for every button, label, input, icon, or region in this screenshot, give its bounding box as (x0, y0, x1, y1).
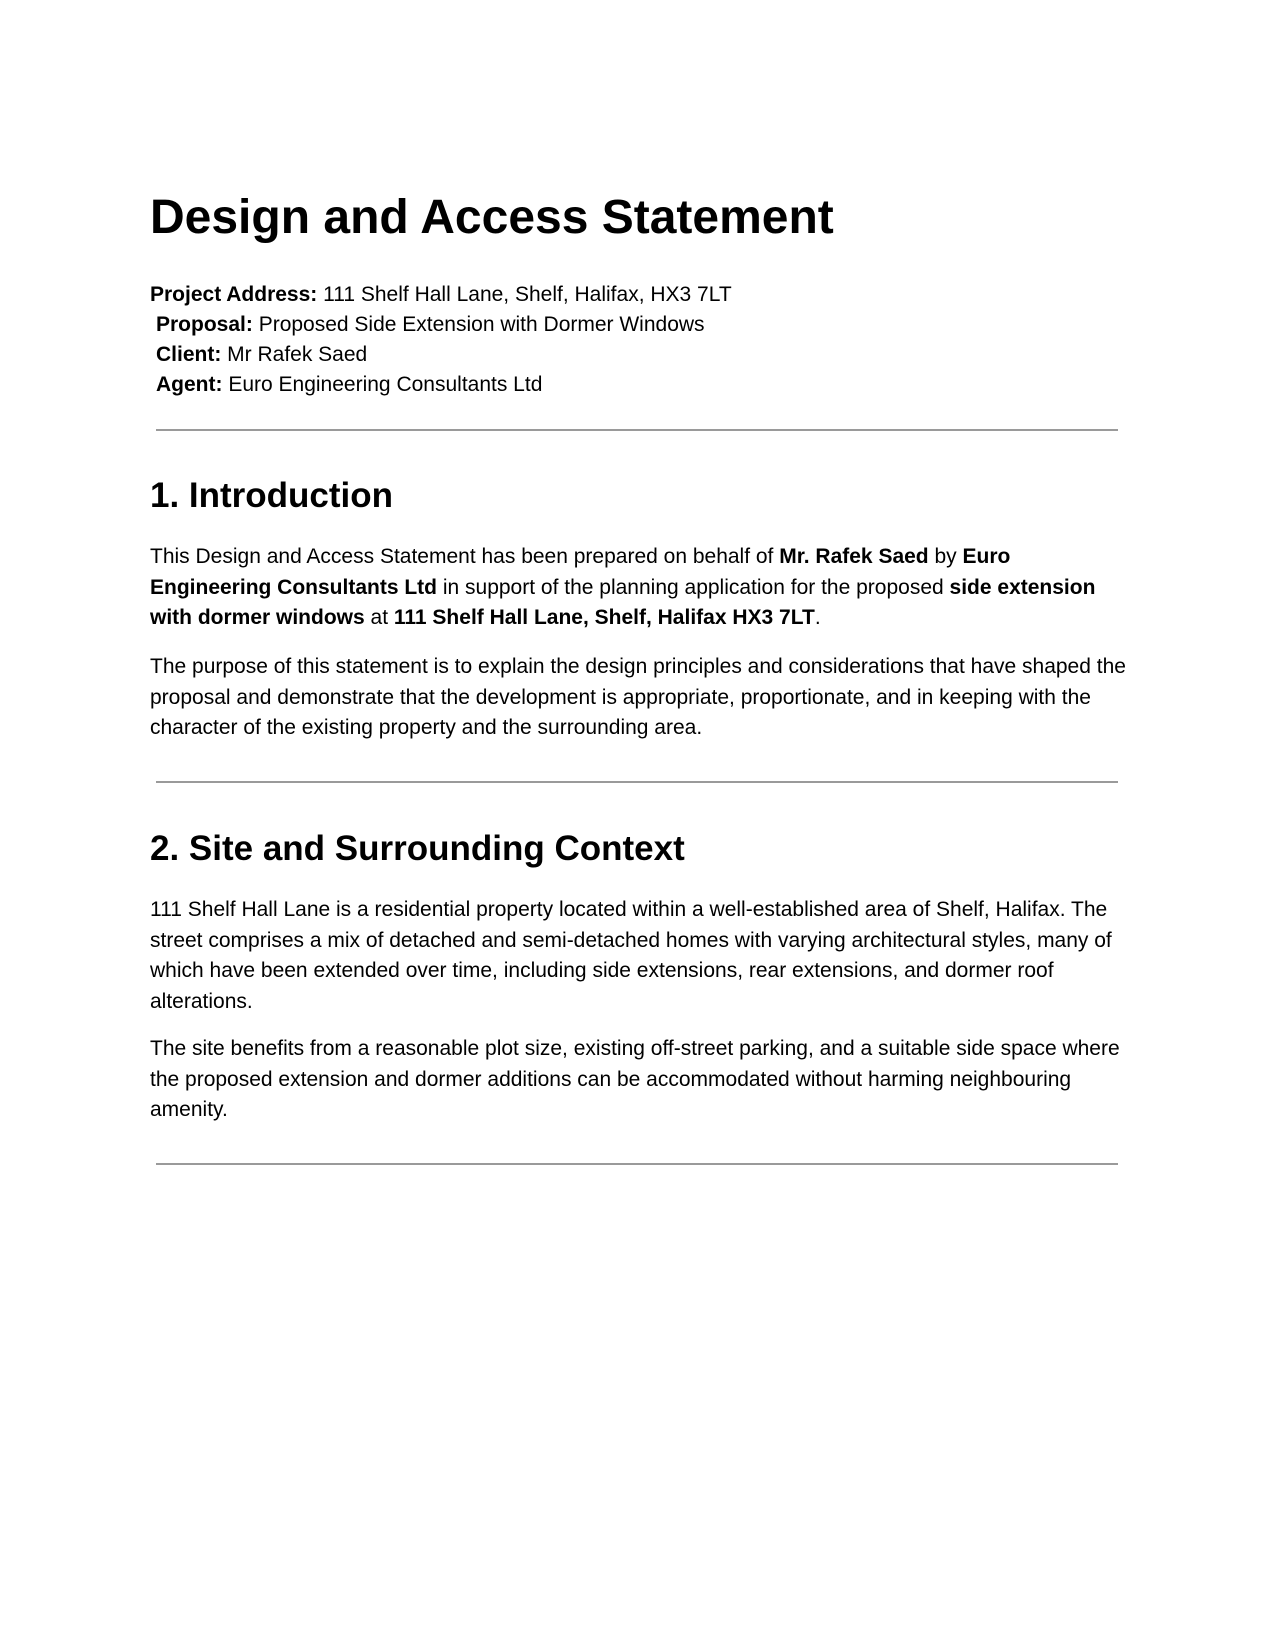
proposal-line (150, 310, 1130, 340)
agent-line (150, 370, 1130, 400)
project-address-value: 111 Shelf Hall Lane, Shelf, Halifax, HX3 7LT (317, 283, 732, 306)
client-label: Client: (156, 343, 222, 366)
introduction-paragraph-2: The purpose of this statement is to explain the design principles and considerations that have shaped the proposal and demonstrate that the development is appropriate, proportionate, and in keeping with the character of the existing property and the surrounding area. (150, 655, 1126, 739)
site-context-heading: 2. Site and Surrounding Context (150, 829, 685, 868)
agent-label: Agent: (156, 373, 223, 396)
agent-value: Euro Engineering Consultants Ltd (222, 373, 543, 396)
section-divider (156, 1163, 1118, 1165)
proposal-label: Proposal: (156, 313, 253, 336)
client-value: Mr Rafek Saed (221, 343, 368, 366)
section-divider (156, 781, 1118, 783)
intro-text-5: . (814, 606, 821, 629)
site-context-paragraph-1: 111 Shelf Hall Lane is a residential property located within a well-established area of Shelf, Halifax. The street comprises a mix of detached and semi-detached homes with varying architectural styles, many of which have been extended over time, including side extensions, rear extensions, and dormer roof alterations. (150, 898, 1112, 1013)
intro-text-4: at (364, 606, 394, 629)
document-title: Design and Access Statement (150, 191, 834, 244)
client-line (150, 340, 1130, 370)
intro-agent-name: Euro Engineering Consultants Ltd (150, 545, 1011, 599)
project-address-line (150, 280, 1130, 310)
intro-client-name: Mr. Rafek Saed (779, 545, 929, 568)
intro-text-3: in support of the planning application for the proposed (437, 575, 950, 599)
document-page (150, 190, 1130, 1121)
project-address-label: Project Address: (150, 283, 318, 306)
intro-address: 111 Shelf Hall Lane, Shelf, Halifax HX3 7LT (393, 606, 815, 629)
introduction-heading: 1. Introduction (150, 476, 394, 515)
site-context-paragraph-2: The site benefits from a reasonable plot size, existing off-street parking, and a suitable side space where the proposed extension and dormer additions can be accommodated without harming neighbouring amenity. (150, 1037, 1120, 1121)
project-details (150, 280, 1130, 400)
intro-text-1: This Design and Access Statement has been prepared on behalf of (150, 545, 780, 568)
introduction-paragraph-1 (150, 542, 1135, 634)
intro-text-2: by (928, 545, 963, 568)
proposal-value: Proposed Side Extension with Dormer Windows (252, 313, 705, 336)
intro-proposal: side extension with dormer windows (150, 575, 1096, 629)
section-divider (156, 429, 1118, 431)
